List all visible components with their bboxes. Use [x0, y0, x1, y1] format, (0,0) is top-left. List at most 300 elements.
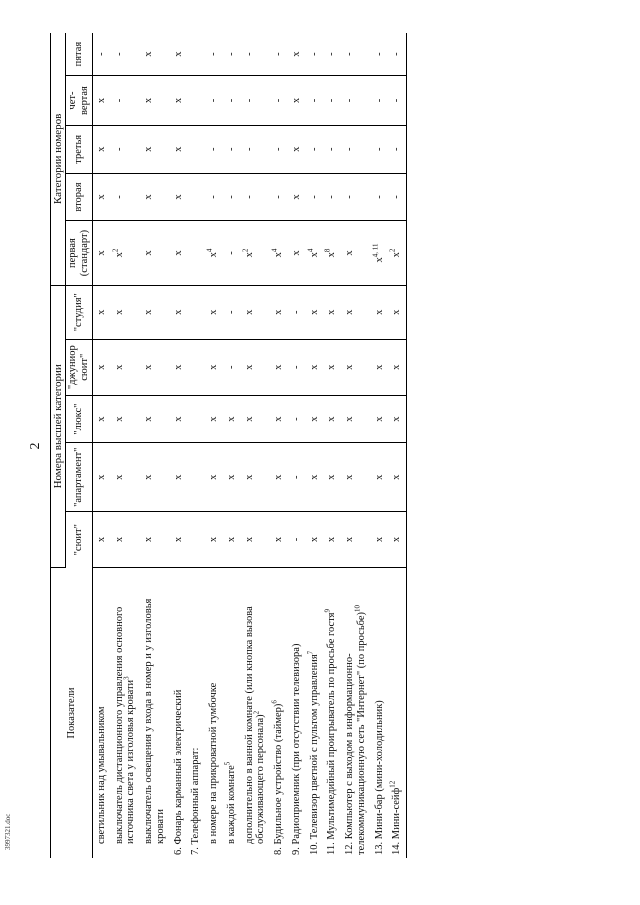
cell-value: х [95, 250, 107, 256]
cell-value: х [373, 536, 385, 543]
table-cell [170, 33, 188, 76]
cell-value: х [373, 416, 385, 422]
cell-value: х [391, 474, 403, 480]
cell-value: х [225, 474, 237, 480]
table-cell [223, 443, 241, 511]
row-label [388, 567, 406, 858]
cell-value: - [308, 195, 320, 199]
cell-value: - [113, 52, 125, 56]
table-cell [323, 125, 341, 173]
table-cell [205, 221, 223, 285]
table-cell [341, 125, 371, 173]
table-cell [223, 511, 241, 567]
cell-value: х [113, 364, 125, 370]
table-cell [140, 125, 170, 173]
cell-value: - [344, 52, 356, 56]
cell-value: - [326, 147, 338, 152]
cell-value: х [273, 309, 285, 315]
cell-value: - [225, 251, 237, 255]
table-cell [306, 339, 324, 395]
table-cell [388, 173, 406, 221]
cell-value: х [143, 97, 155, 104]
table-cell [170, 511, 188, 567]
cell-value: х [243, 364, 255, 370]
table-cell [371, 511, 389, 567]
table-cell [140, 76, 170, 126]
table-cell [140, 395, 170, 443]
cell-value: х [225, 536, 237, 543]
cell-value: - [326, 98, 338, 103]
table-cell [371, 221, 389, 285]
cell-value: - [290, 537, 302, 542]
table-cell [288, 443, 306, 511]
table-row [140, 33, 170, 858]
table-cell [170, 125, 188, 173]
table-cell [111, 339, 141, 395]
table-cell [306, 33, 324, 76]
cell-value: - [243, 147, 255, 152]
table-cell [288, 339, 306, 395]
table-cell [371, 76, 389, 126]
table-cell [371, 125, 389, 173]
table-cell [170, 285, 188, 339]
table-cell [170, 443, 188, 511]
table-cell [241, 285, 271, 339]
table-cell [92, 395, 110, 443]
table-cell [270, 511, 288, 567]
cell-value: х [344, 536, 356, 543]
cell-value: х [172, 416, 184, 422]
cell-value: х [172, 309, 184, 315]
table-cell [170, 339, 188, 395]
row-label-text: светильник над умывальником [95, 706, 107, 844]
table-cell [140, 339, 170, 395]
table-cell [306, 173, 324, 221]
cell-value: х [344, 474, 356, 480]
table-cell [92, 33, 110, 76]
table-cell [223, 221, 241, 285]
cell-value: х [344, 364, 356, 370]
table-cell [92, 125, 110, 173]
table-cell [140, 443, 170, 511]
cell-value: х [172, 194, 184, 200]
table-cell [288, 33, 306, 76]
cell-value: х [308, 474, 320, 480]
table-cell [341, 339, 371, 395]
cell-footnote-ref: 4 [270, 248, 279, 253]
cell-value: - [208, 98, 220, 103]
cell-value: - [391, 52, 403, 56]
table-cell [92, 173, 110, 221]
table-cell [288, 285, 306, 339]
cell-value: х [391, 252, 403, 258]
cell-footnote-ref: 2 [241, 248, 250, 253]
cell-value: х [172, 250, 184, 256]
cell-value: х [326, 309, 338, 315]
table-cell [388, 285, 406, 339]
cell-footnote-ref: 2 [388, 248, 397, 253]
table-cell [270, 221, 288, 285]
row-label [223, 567, 241, 858]
table-cell [92, 443, 110, 511]
table-cell [270, 173, 288, 221]
cell-value: х [172, 51, 184, 57]
table-cell [371, 173, 389, 221]
table-cell [388, 33, 406, 76]
row-label-text: 10. Телевизор цветной с пультом управления [308, 654, 320, 855]
table-cell [111, 33, 141, 76]
table-cell [187, 339, 205, 395]
cell-value: - [273, 52, 285, 56]
cell-value: - [225, 147, 237, 152]
table-cell [223, 339, 241, 395]
table-cell [111, 76, 141, 126]
cell-value: х [143, 146, 155, 152]
table-cell [323, 173, 341, 221]
cell-footnote-ref: 4, 11 [371, 243, 380, 258]
row-label-text: 13. Мини-бар (мини-холодильник) [373, 700, 385, 855]
cell-value: х [95, 146, 107, 152]
cell-value: - [113, 147, 125, 152]
table-cell [111, 443, 141, 511]
table-cell [223, 76, 241, 126]
table-cell [92, 76, 110, 126]
cell-value: - [308, 98, 320, 103]
table-cell [140, 221, 170, 285]
cell-value: - [225, 52, 237, 56]
table-row [388, 33, 406, 858]
cell-footnote-ref: 4 [306, 248, 315, 253]
table-cell [111, 511, 141, 567]
cell-value: х [290, 194, 302, 200]
cell-value: х [113, 474, 125, 480]
table-cell [170, 173, 188, 221]
table-row [205, 33, 223, 858]
cell-value: х [326, 252, 338, 258]
table-cell [371, 285, 389, 339]
table-cell [187, 443, 205, 511]
cell-value: х [208, 309, 220, 315]
row-label [270, 567, 288, 858]
table-cell [341, 285, 371, 339]
table-cell [323, 221, 341, 285]
cell-value: х [308, 364, 320, 370]
cell-value: х [373, 474, 385, 480]
footnote-ref: 6 [270, 700, 279, 704]
cell-value: х [243, 474, 255, 480]
table-cell [111, 395, 141, 443]
table-cell [205, 125, 223, 173]
table-cell [288, 221, 306, 285]
row-label [111, 567, 141, 858]
cell-value: - [208, 52, 220, 56]
cell-value: - [391, 195, 403, 199]
cell-value: - [344, 195, 356, 199]
table-cell [288, 173, 306, 221]
table-cell [270, 339, 288, 395]
cell-value: х [208, 474, 220, 480]
cell-value: х [243, 416, 255, 422]
table-cell [341, 221, 371, 285]
table-cell [388, 443, 406, 511]
row-label-text: 7. Телефонный аппарат: [190, 747, 202, 855]
header-higher-category: Номера высшей категории [51, 285, 66, 567]
table-cell [223, 395, 241, 443]
table-cell [92, 339, 110, 395]
table-cell [323, 395, 341, 443]
cell-value: - [373, 98, 385, 103]
table-cell [270, 443, 288, 511]
table-row [241, 33, 271, 858]
table-cell [241, 339, 271, 395]
table-cell [111, 285, 141, 339]
table-cell [170, 395, 188, 443]
table-cell [371, 33, 389, 76]
row-label-text: 14. Мини-сейф [391, 787, 403, 855]
table-row [111, 33, 141, 858]
table-cell [270, 125, 288, 173]
rotated-table-container [50, 33, 570, 858]
table-body [92, 33, 406, 858]
footnote-ref: 7 [306, 650, 315, 655]
cell-value: х [373, 309, 385, 315]
table-cell [241, 173, 271, 221]
cell-value: - [225, 98, 237, 103]
cell-value: х [95, 364, 107, 370]
cell-value: х [172, 146, 184, 152]
table-cell [170, 221, 188, 285]
table-cell [205, 511, 223, 567]
footnote-ref: 5 [223, 761, 232, 766]
cell-value: х [243, 252, 255, 258]
table-cell [323, 76, 341, 126]
table-cell [388, 125, 406, 173]
table-cell [187, 173, 205, 221]
cell-value: х [308, 536, 320, 543]
table-cell [205, 395, 223, 443]
cell-value: - [243, 195, 255, 199]
table-cell [270, 285, 288, 339]
cell-value: х [143, 194, 155, 200]
cell-value: х [95, 416, 107, 422]
cell-value: - [290, 417, 302, 421]
cell-value: х [290, 97, 302, 104]
table-cell [187, 33, 205, 76]
cell-value: х [95, 309, 107, 315]
table-row [92, 33, 110, 858]
table-cell [288, 511, 306, 567]
cell-value: х [113, 416, 125, 422]
cell-value: - [113, 98, 125, 103]
table-cell [341, 173, 371, 221]
row-label [371, 567, 389, 858]
table-cell [223, 125, 241, 173]
row-label-text: в каждой комнате [225, 765, 237, 844]
table-cell [241, 76, 271, 126]
cell-value: х [373, 257, 385, 263]
cell-value: х [143, 309, 155, 315]
table-cell [223, 173, 241, 221]
cell-value: - [373, 147, 385, 152]
cell-value: х [95, 97, 107, 104]
table-row [323, 33, 341, 858]
cell-value: х [326, 416, 338, 422]
table-cell [371, 443, 389, 511]
col-header: "сюит" [66, 511, 93, 567]
table-row [270, 33, 288, 858]
cell-value: х [290, 250, 302, 256]
cell-value: х [391, 309, 403, 315]
cell-value: х [143, 51, 155, 57]
cell-value: х [95, 474, 107, 480]
indicators-table [50, 33, 407, 858]
table-cell [270, 33, 288, 76]
row-label [306, 567, 324, 858]
table-cell [388, 339, 406, 395]
cell-value: х [143, 536, 155, 543]
table-cell [341, 443, 371, 511]
cell-value: - [225, 365, 237, 369]
cell-value: - [243, 52, 255, 56]
table-cell [323, 33, 341, 76]
table-cell [92, 285, 110, 339]
cell-value: х [143, 416, 155, 422]
cell-value: х [243, 309, 255, 315]
table-cell [223, 33, 241, 76]
table-cell [170, 76, 188, 126]
table-cell [187, 76, 205, 126]
table-cell [111, 221, 141, 285]
table-cell [241, 221, 271, 285]
cell-value: х [172, 97, 184, 104]
row-label-text: 12. Компьютер с выходом в информационно-телекоммуникационную сеть "Интернет" (по просьбе) [344, 612, 367, 855]
cell-value: х [344, 416, 356, 422]
cell-value: - [326, 195, 338, 199]
cell-value: х [113, 252, 125, 258]
table-cell [140, 33, 170, 76]
table-row [306, 33, 324, 858]
cell-value: - [344, 147, 356, 152]
row-label-text: 6. Фонарь карманный электрический [172, 689, 184, 855]
table-cell [371, 395, 389, 443]
table-cell [388, 511, 406, 567]
table-cell [270, 76, 288, 126]
cell-value: х [273, 416, 285, 422]
cell-value: - [208, 147, 220, 152]
cell-value: х [208, 536, 220, 543]
table-cell [323, 339, 341, 395]
table-cell [187, 285, 205, 339]
cell-value: х [143, 474, 155, 480]
cell-value: х [326, 364, 338, 370]
footnote-ref: 9 [323, 609, 332, 613]
cell-value: - [225, 310, 237, 314]
cell-value: - [391, 98, 403, 103]
document-id: 3997321.doc [4, 813, 12, 850]
cell-value: х [208, 364, 220, 370]
cell-value: - [290, 475, 302, 479]
table-cell [341, 76, 371, 126]
cell-value: - [113, 195, 125, 199]
table-row [223, 33, 241, 858]
table-cell [241, 511, 271, 567]
row-label [92, 567, 110, 858]
col-header: "апартамент" [66, 443, 93, 511]
row-label [288, 567, 306, 858]
table-cell [323, 285, 341, 339]
row-label-text: 11. Мультимедийный проигрыватель по просьбе гостя [326, 612, 338, 855]
table-cell [288, 395, 306, 443]
table-cell [241, 33, 271, 76]
cell-value: х [391, 416, 403, 422]
table-cell [306, 443, 324, 511]
cell-value: - [308, 147, 320, 152]
table-row [371, 33, 389, 858]
cell-value: х [326, 536, 338, 543]
table-cell [323, 511, 341, 567]
cell-value: х [273, 364, 285, 370]
row-label-text: 9. Радиоприемник (при отсутствии телевизора) [290, 643, 302, 855]
row-label-text: 8. Будильное устройство (таймер) [273, 703, 285, 855]
cell-value: х [344, 309, 356, 315]
cell-value: х [172, 536, 184, 543]
cell-value: - [373, 195, 385, 199]
col-header: чет-вертая [66, 76, 93, 126]
table-cell [306, 221, 324, 285]
table-cell [205, 76, 223, 126]
table-cell [341, 395, 371, 443]
col-header: пятая [66, 33, 93, 76]
table-cell [205, 285, 223, 339]
cell-value: - [95, 52, 107, 56]
cell-value: х [326, 474, 338, 480]
table-cell [187, 511, 205, 567]
table-cell [388, 395, 406, 443]
table-cell [306, 76, 324, 126]
cell-value: - [208, 195, 220, 199]
cell-value: х [172, 364, 184, 370]
row-label [140, 567, 170, 858]
table-cell [323, 443, 341, 511]
cell-value: - [373, 52, 385, 56]
table-cell [187, 125, 205, 173]
row-label [187, 567, 205, 858]
row-label-text: дополнительно в ванной комнате (или кнопка вызова обслуживающего персонала) [243, 606, 267, 844]
table-cell [187, 395, 205, 443]
footnote-ref: 12 [388, 780, 397, 788]
cell-value: х [143, 250, 155, 256]
col-header: третья [66, 125, 93, 173]
cell-value: - [344, 98, 356, 103]
cell-value: х [391, 536, 403, 543]
header-indicators: Показатели [51, 567, 93, 858]
footnote-ref: 10 [353, 605, 362, 612]
cell-footnote-ref: 2 [111, 248, 120, 253]
table-cell [205, 443, 223, 511]
cell-value: - [326, 52, 338, 56]
cell-value: х [273, 536, 285, 543]
table-cell [140, 173, 170, 221]
table-cell [288, 76, 306, 126]
cell-value: - [391, 147, 403, 152]
table-cell [388, 76, 406, 126]
table-cell [92, 511, 110, 567]
page-number: 2 [28, 442, 43, 450]
table-row [341, 33, 371, 858]
row-label [241, 567, 271, 858]
cell-value: х [243, 536, 255, 543]
table-cell [306, 285, 324, 339]
